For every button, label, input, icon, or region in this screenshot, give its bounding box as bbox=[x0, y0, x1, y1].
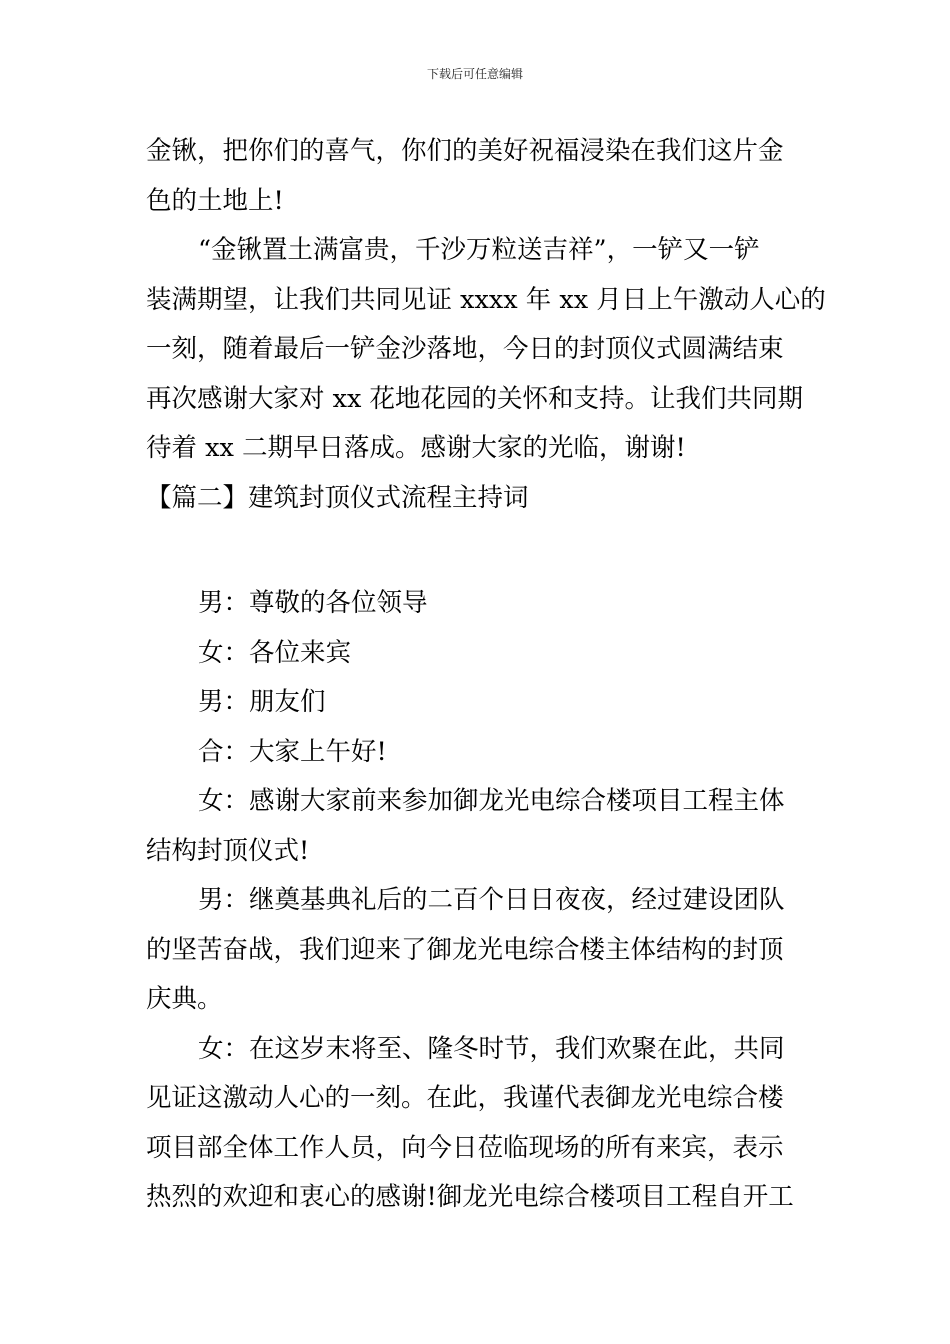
text-line: 庆典。 bbox=[146, 984, 223, 1014]
text-line: 色的土地上! bbox=[146, 185, 284, 216]
page-header-note: 下载后可任意编辑 bbox=[426, 67, 523, 81]
blank-gap bbox=[146, 523, 808, 579]
text-line: 女：感谢大家前来参加御龙光电综合楼项目工程主体 bbox=[198, 786, 785, 816]
document-body bbox=[146, 127, 826, 1223]
text-line: 再次感谢大家对 xx 花地花园的关怀和支持。让我们共同期 bbox=[146, 383, 803, 414]
text-line: 金锹，把你们的喜气，你们的美好祝福浸染在我们这片金 bbox=[146, 136, 784, 166]
text-line: 男：尊敬的各位领导 bbox=[198, 588, 428, 618]
section-heading: 【篇二】建筑封顶仪式流程主持词 bbox=[146, 482, 529, 513]
text-line: 男：朋友们 bbox=[198, 687, 326, 717]
text-line: “金锹置土满富贵，千沙万粒送吉祥”，一铲又一铲 bbox=[198, 235, 760, 265]
text-line: 项目部全体工作人员，向今日莅临现场的所有来宾，表示 bbox=[146, 1132, 784, 1163]
text-line: 女：在这岁末将至、隆冬时节，我们欢聚在此，共同 bbox=[198, 1033, 785, 1064]
text-line: 结构封顶仪式! bbox=[146, 835, 310, 866]
text-line: 合：大家上午好! bbox=[198, 736, 387, 767]
text-line: 的坚苦奋战，我们迎来了御龙光电综合楼主体结构的封顶 bbox=[146, 934, 784, 965]
text-line: 见证这激动人心的一刻。在此，我谨代表御龙光电综合楼 bbox=[146, 1083, 784, 1113]
text-line: 男：继奠基典礼后的二百个日日夜夜，经过建设团队 bbox=[198, 885, 785, 915]
text-line: 一刻，随着最后一铲金沙落地，今日的封顶仪式圆满结束 bbox=[146, 334, 784, 364]
text-line: 热烈的欢迎和衷心的感谢!御龙光电综合楼项目工程自开工 bbox=[146, 1182, 794, 1212]
text-line: 装满期望，让我们共同见证 xxxx 年 xx 月日上午激动人心的 bbox=[146, 284, 826, 315]
text-line: 待着 xx 二期早日落成。感谢大家的光临，谢谢! bbox=[146, 433, 686, 463]
text-line: 女：各位来宾 bbox=[198, 637, 352, 668]
